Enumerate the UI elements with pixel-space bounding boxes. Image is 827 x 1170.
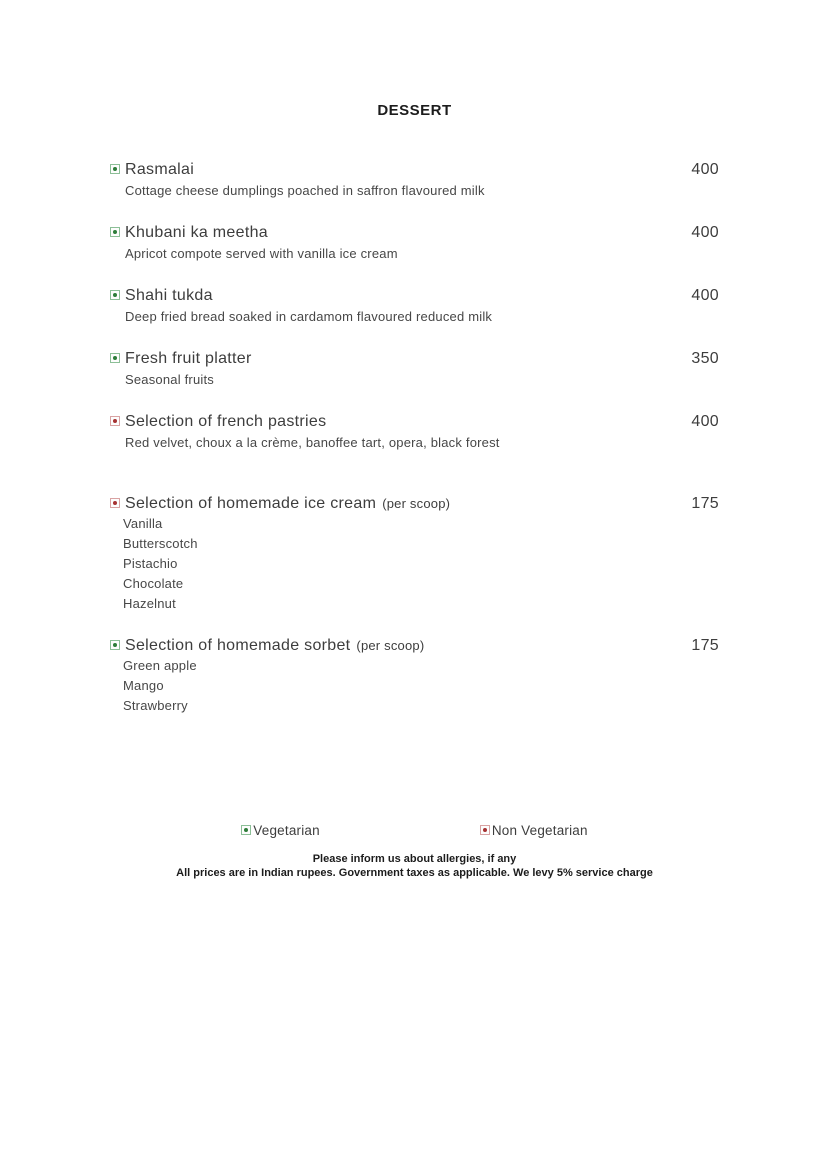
legend-veg-label: Vegetarian [253, 823, 320, 838]
veg-mark-icon [110, 227, 120, 237]
allergy-note: Please inform us about allergies, if any [312, 853, 517, 865]
nonveg-mark-icon [110, 498, 120, 508]
flavor-item: Chocolate [123, 576, 184, 591]
item-description: Apricot compote served with vanilla ice cream [125, 246, 398, 261]
item-name: Selection of french pastries [125, 413, 327, 430]
flavor-item: Hazelnut [123, 596, 176, 611]
veg-mark-icon [110, 290, 120, 300]
menu-item-shahi-tukda [110, 285, 719, 327]
menu-list [110, 159, 719, 716]
flavor-item: Pistachio [123, 556, 178, 571]
veg-mark-icon [110, 353, 120, 363]
item-price: 400 [691, 287, 719, 304]
flavor-item: Butterscotch [123, 536, 198, 551]
item-price: 400 [691, 224, 719, 241]
footer-notes [110, 853, 719, 880]
nonveg-mark-icon [480, 825, 490, 835]
legend [110, 820, 719, 841]
legend-non-vegetarian [480, 820, 588, 841]
veg-mark-icon [110, 640, 120, 650]
flavor-item: Vanilla [123, 516, 163, 531]
nonveg-mark-icon [110, 416, 120, 426]
item-price: 400 [691, 413, 719, 430]
page-title: DESSERT [377, 102, 452, 119]
flavor-item: Mango [123, 678, 164, 693]
item-price: 175 [691, 637, 719, 654]
item-price: 400 [691, 161, 719, 178]
item-price: 350 [691, 350, 719, 367]
item-description: Seasonal fruits [125, 372, 214, 387]
item-description: Cottage cheese dumplings poached in saffron flavoured milk [125, 183, 485, 198]
item-name: Rasmalai [125, 161, 195, 178]
pricing-note: All prices are in Indian rupees. Government taxes as applicable. We levy 5% service charge [176, 866, 653, 879]
item-name: Fresh fruit platter [125, 350, 252, 367]
item-description: Red velvet, choux a la crème, banoffee tart, opera, black forest [125, 435, 500, 450]
veg-mark-icon [241, 825, 251, 835]
legend-nonveg-label: Non Vegetarian [491, 823, 588, 838]
item-price: 175 [691, 495, 719, 512]
item-qualifier: (per scoop) [356, 638, 425, 653]
item-name: Selection of homemade ice cream [125, 495, 377, 512]
menu-item-homemade-ice-cream [110, 493, 719, 614]
menu-item-rasmalai [110, 159, 719, 201]
menu-item-fresh-fruit-platter [110, 348, 719, 390]
menu-item-khubani-ka-meetha [110, 222, 719, 264]
veg-mark-icon [110, 164, 120, 174]
item-description: Deep fried bread soaked in cardamom flavoured reduced milk [125, 309, 493, 324]
menu-item-french-pastries [110, 411, 719, 453]
menu-item-homemade-sorbet [110, 635, 719, 716]
item-qualifier: (per scoop) [382, 496, 451, 511]
flavor-item: Strawberry [123, 698, 188, 713]
item-name: Shahi tukda [125, 287, 213, 304]
item-name: Khubani ka meetha [125, 224, 268, 241]
item-name: Selection of homemade sorbet [125, 637, 351, 654]
flavor-item: Green apple [123, 658, 197, 673]
legend-vegetarian [241, 820, 320, 841]
